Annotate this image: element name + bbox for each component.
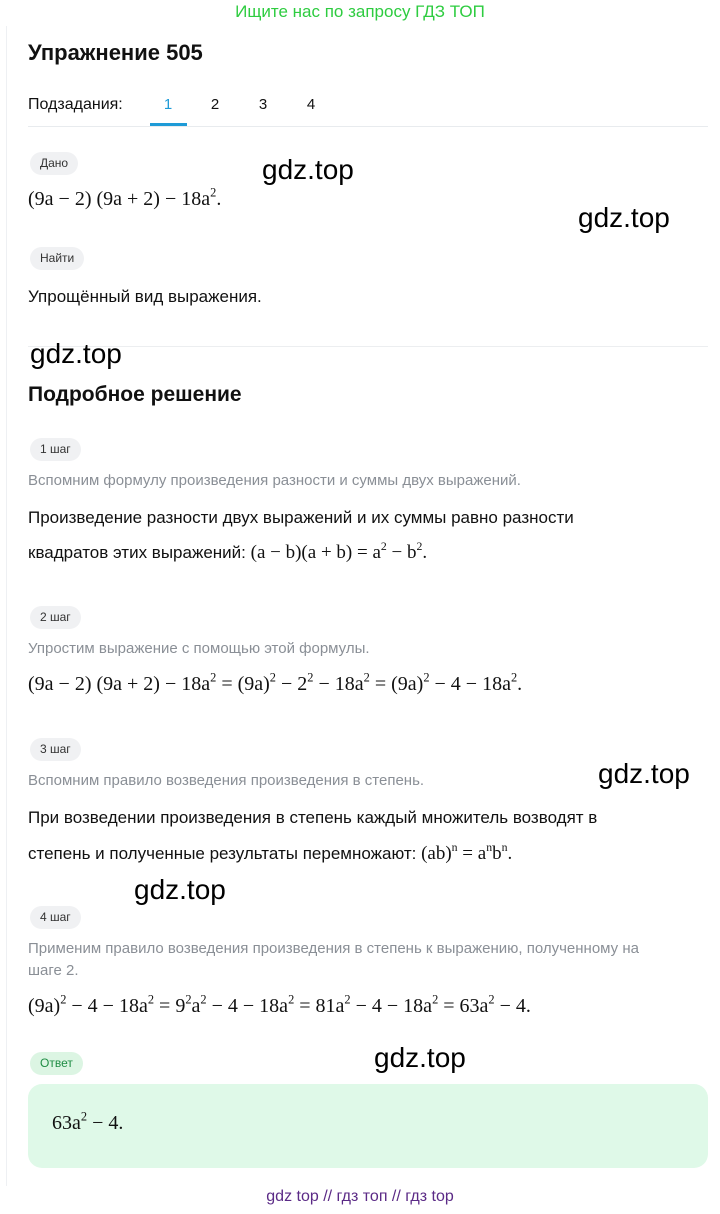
step-3-badge: 3 шаг <box>30 738 81 761</box>
tab-1[interactable]: 1 <box>163 96 173 113</box>
watermark: gdz.top <box>134 874 226 905</box>
find-text: Упрощённый вид выражения. <box>28 287 262 306</box>
step-3-text-2: степень и полученные результаты перемножают: $(ab)^n = a^nb^n$. <box>28 840 513 864</box>
step-4-formula: $(9a)^2 - 4 - 18a^2 = 9^2a^2 - 4 - 18a^2 = 81a^2 - 4 - 18a^2 = 63a^2 - 4$. <box>28 992 531 1017</box>
step-2-formula: (9a − 2) $(9a + 2) - 18a^2 = (9a)^2 - 2^2 - 18a^2 = (9a)^2 - 4 - 18a^2$. <box>28 670 523 695</box>
answer-value: $63a^2 - 4$. <box>52 1109 124 1134</box>
step-4-badge: 4 шаг <box>30 906 81 929</box>
page-title: Упражнение 505 <box>28 40 203 65</box>
step-1-hint: Вспомним формулу произведения разности и суммы двух выражений. <box>28 472 521 489</box>
given-expression: (9a − 2) $(9a + 2) - 18a^2$. <box>28 185 222 210</box>
step-1-badge: 1 шаг <box>30 438 81 461</box>
watermark: gdz.top <box>30 338 122 369</box>
active-tab-indicator <box>150 123 187 126</box>
find-badge: Найти <box>30 247 84 270</box>
solution-title: Подробное решение <box>28 383 242 406</box>
watermark: gdz.top <box>598 758 690 789</box>
step-1-text-1: Произведение разности двух выражений и их суммы равно разности <box>28 508 574 527</box>
tab-3[interactable]: 3 <box>258 96 268 113</box>
step-4-hint-2: шаге 2. <box>28 962 79 979</box>
step-2-hint: Упростим выражение с помощью этой формулы. <box>28 640 370 657</box>
step-3-formula: $(ab)^n = a^nb^n$. <box>421 840 513 864</box>
subtasks-tabs <box>28 94 708 127</box>
subtasks-label: Подзадания: <box>28 96 123 113</box>
footer-links[interactable]: gdz top // гдз топ // гдз top <box>266 1188 454 1205</box>
step-3-text-1: При возведении произведения в степень каждый множитель возводят в <box>28 808 598 827</box>
given-badge: Дано <box>30 152 78 175</box>
step-2-badge: 2 шаг <box>30 606 81 629</box>
watermark: gdz.top <box>374 1042 466 1073</box>
step-3-hint: Вспомним правило возведения произведения в степень. <box>28 772 425 789</box>
step-1-formula: $(a - b)(a + b) = a^2 - b^2$. <box>250 539 428 563</box>
divider <box>28 346 708 347</box>
tab-4[interactable]: 4 <box>306 96 316 113</box>
top-banner: Ищите нас по запросу ГДЗ ТОП <box>235 2 485 21</box>
watermark: gdz.top <box>262 154 354 185</box>
tab-2[interactable]: 2 <box>210 96 220 113</box>
watermark: gdz.top <box>578 202 670 233</box>
step-4-hint-1: Применим правило возведения произведения в степень к выражению, полученному на <box>28 940 639 957</box>
answer-box <box>28 1084 708 1168</box>
answer-badge: Ответ <box>30 1052 83 1075</box>
step-1-text-2: квадратов этих выражений: $(a - b)(a + b) = a^2 - b^2$. <box>28 539 428 563</box>
